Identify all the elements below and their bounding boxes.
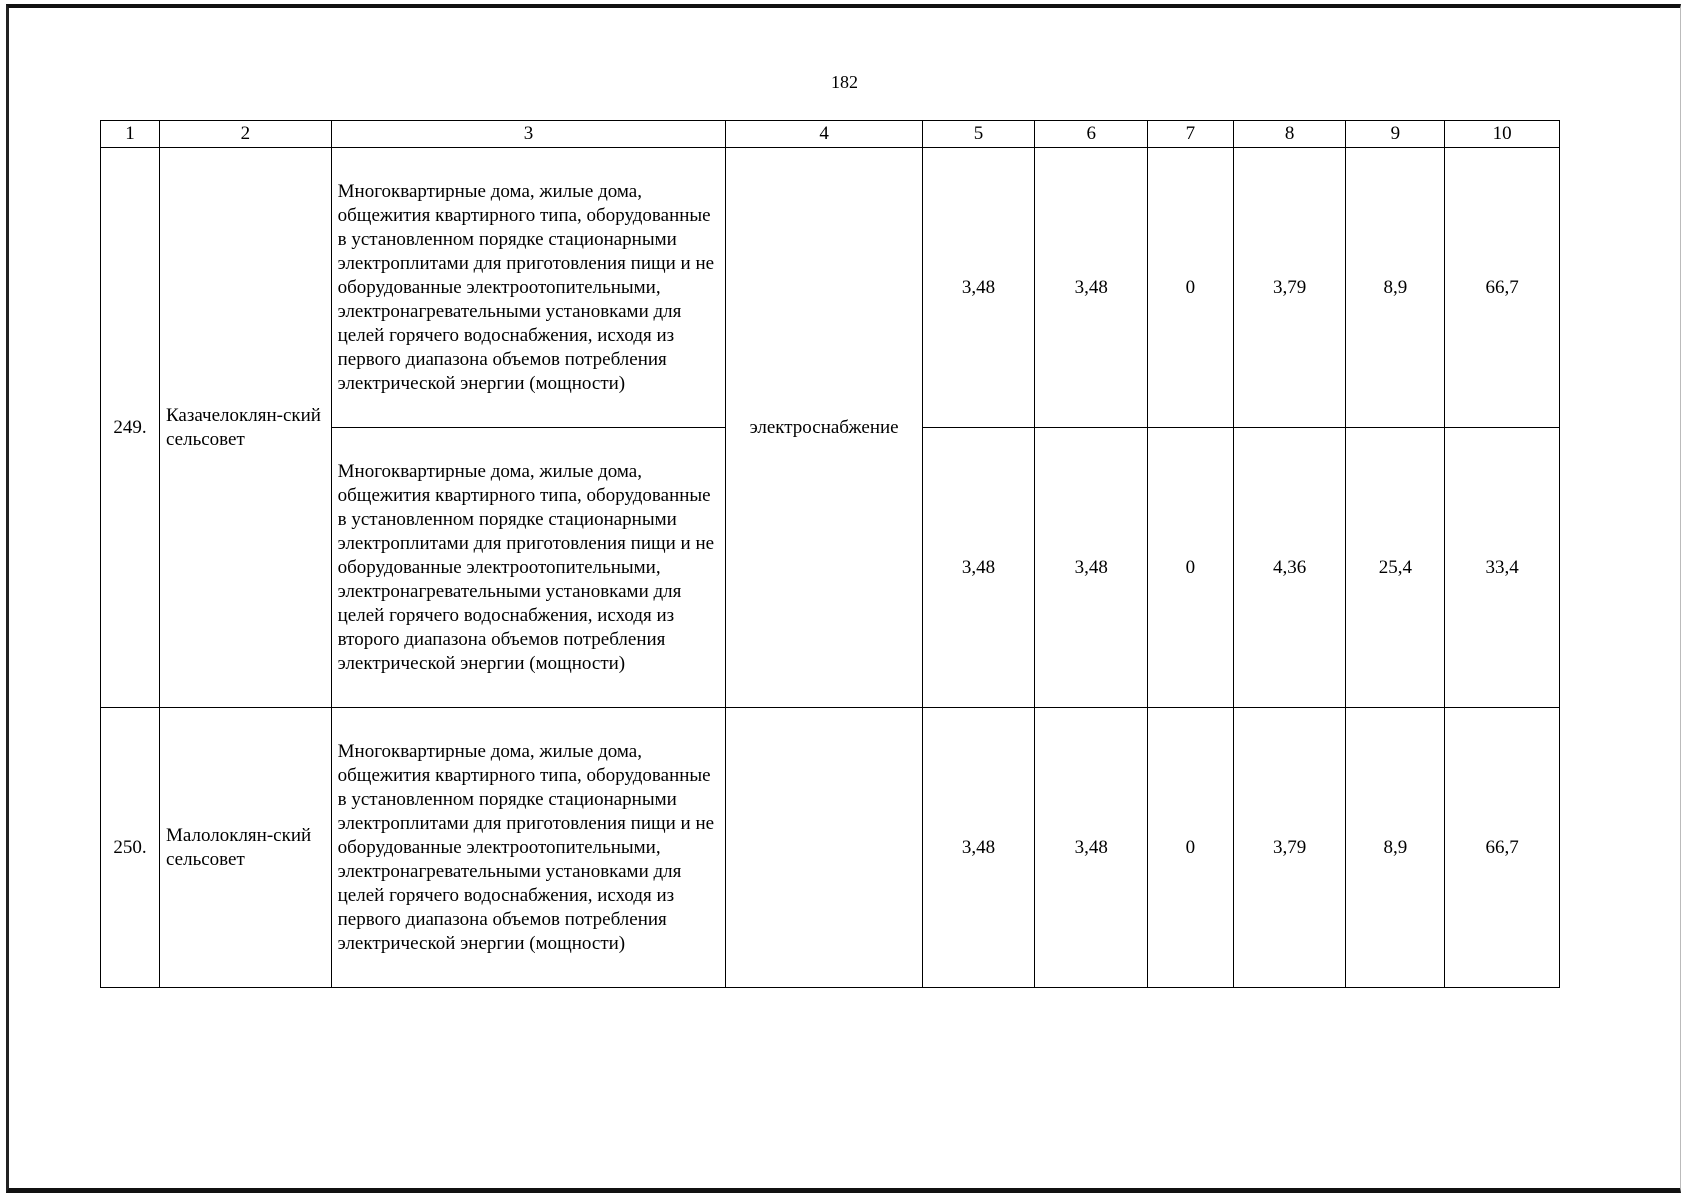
row-number: 250. — [101, 708, 160, 988]
value-col10: 66,7 — [1445, 708, 1560, 988]
column-header: 5 — [922, 121, 1035, 148]
value-col5: 3,48 — [922, 148, 1035, 428]
column-header: 9 — [1346, 121, 1445, 148]
column-header: 4 — [726, 121, 922, 148]
value-col7: 0 — [1148, 708, 1234, 988]
value-col7: 0 — [1148, 428, 1234, 708]
value-col5: 3,48 — [922, 428, 1035, 708]
column-header: 7 — [1148, 121, 1234, 148]
value-col9: 8,9 — [1346, 708, 1445, 988]
consumer-category: Многоквартирные дома, жилые дома, общежития квартирного типа, оборудованные в установленном порядке стационарными электроплитами для приготовления пищи и не оборудованные электроотопительными, электронагревательными установками для целей горячего водоснабжения, исходя из второго диапазона объемов потребления электрической энергии (мощности) — [331, 428, 726, 708]
value-col8: 4,36 — [1233, 428, 1346, 708]
value-col6: 3,48 — [1035, 428, 1148, 708]
value-col8: 3,79 — [1233, 708, 1346, 988]
value-col9: 8,9 — [1346, 148, 1445, 428]
service-type: электроснабжение — [726, 148, 922, 708]
service-type — [726, 708, 922, 988]
table-row — [101, 708, 1560, 988]
value-col5: 3,48 — [922, 708, 1035, 988]
value-col9: 25,4 — [1346, 428, 1445, 708]
page-number: 182 — [831, 72, 858, 92]
header-row — [101, 121, 1560, 148]
column-header: 6 — [1035, 121, 1148, 148]
table-row — [101, 148, 1560, 428]
column-header: 2 — [160, 121, 332, 148]
settlement-name: Казачелоклян-ский сельсовет — [160, 148, 332, 708]
column-header: 8 — [1233, 121, 1346, 148]
settlement-name: Малолоклян-ский сельсовет — [160, 708, 332, 988]
row-number: 249. — [101, 148, 160, 708]
value-col6: 3,48 — [1035, 148, 1148, 428]
value-col8: 3,79 — [1233, 148, 1346, 428]
column-header: 3 — [331, 121, 726, 148]
column-header: 1 — [101, 121, 160, 148]
consumer-category: Многоквартирные дома, жилые дома, общежития квартирного типа, оборудованные в установленном порядке стационарными электроплитами для приготовления пищи и не оборудованные электроотопительными, электронагревательными установками для целей горячего водоснабжения, исходя из первого диапазона объемов потребления электрической энергии (мощности) — [331, 148, 726, 428]
value-col7: 0 — [1148, 148, 1234, 428]
value-col10: 33,4 — [1445, 428, 1560, 708]
value-col10: 66,7 — [1445, 148, 1560, 428]
column-header: 10 — [1445, 121, 1560, 148]
value-col6: 3,48 — [1035, 708, 1148, 988]
tariff-table — [100, 120, 1560, 988]
consumer-category: Многоквартирные дома, жилые дома, общежития квартирного типа, оборудованные в установленном порядке стационарными электроплитами для приготовления пищи и не оборудованные электроотопительными, электронагревательными установками для целей горячего водоснабжения, исходя из первого диапазона объемов потребления электрической энергии (мощности) — [331, 708, 726, 988]
